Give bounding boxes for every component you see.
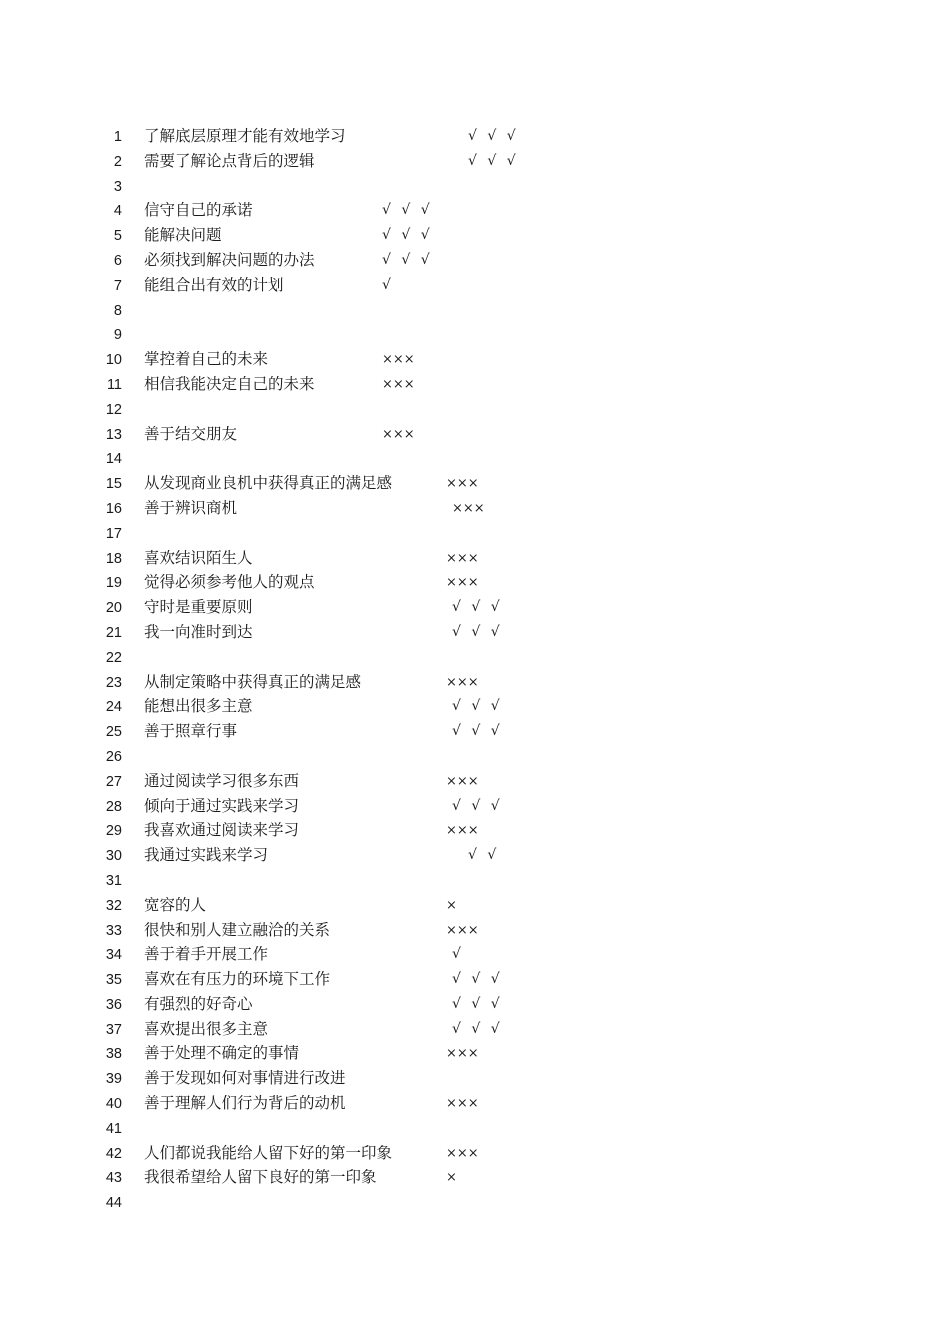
list-row <box>0 1190 950 1215</box>
cross-mark: × <box>446 897 457 913</box>
statement-text: 善于处理不确定的事情 <box>144 1044 300 1063</box>
statement-text: 善于照章行事 <box>144 722 238 741</box>
list-row <box>0 1165 950 1190</box>
list-row <box>0 992 950 1017</box>
row-number: 8 <box>113 302 122 319</box>
cross-mark: ××× <box>446 575 479 591</box>
row-number: 41 <box>105 1120 122 1137</box>
statement-text: 喜欢提出很多主意 <box>144 1019 269 1038</box>
statement-text: 信守自己的承诺 <box>144 201 253 220</box>
check-mark: √ √ √ <box>468 128 519 144</box>
list-row <box>0 347 950 372</box>
row-number: 28 <box>105 798 122 815</box>
row-number: 4 <box>113 203 122 220</box>
row-number: 44 <box>105 1195 122 1212</box>
statement-text: 倾向于通过实践来学习 <box>144 796 300 815</box>
statement-text: 了解底层原理才能有效地学习 <box>144 127 346 145</box>
statement-text: 觉得必须参考他人的观点 <box>144 573 315 592</box>
list-row <box>0 471 950 496</box>
row-number: 14 <box>105 451 122 468</box>
cross-mark: ××× <box>446 773 479 789</box>
row-number: 38 <box>105 1046 122 1063</box>
check-mark: √ √ √ <box>452 623 503 640</box>
row-number: 3 <box>113 178 122 195</box>
list-row <box>0 918 950 943</box>
statement-text: 喜欢在有压力的环境下工作 <box>144 970 331 989</box>
row-number: 9 <box>113 327 122 344</box>
check-mark: √ √ √ <box>382 251 433 268</box>
check-mark: √ √ √ <box>452 723 503 740</box>
list-row <box>0 446 950 471</box>
list-row <box>0 794 950 819</box>
row-number: 7 <box>113 277 122 294</box>
list-row <box>0 645 950 670</box>
statement-text: 需要了解论点背后的逻辑 <box>144 151 315 170</box>
row-number: 20 <box>105 600 122 617</box>
statement-text: 能想出很多主意 <box>144 697 253 716</box>
cross-mark: ××× <box>446 1096 479 1112</box>
row-number: 34 <box>105 947 122 964</box>
cross-mark: ××× <box>382 426 415 442</box>
list-row <box>0 273 950 298</box>
list-row <box>0 1141 950 1166</box>
statement-text: 相信我能决定自己的未来 <box>144 374 315 393</box>
list-row <box>0 174 950 199</box>
statement-text: 善于辨识商机 <box>144 498 238 517</box>
statement-text: 能组合出有效的计划 <box>144 275 284 294</box>
statement-text: 能解决问题 <box>144 226 222 245</box>
check-mark: √ √ <box>468 847 500 864</box>
check-mark: √ <box>452 946 464 963</box>
row-number: 36 <box>105 996 122 1013</box>
cross-mark: ××× <box>446 674 479 690</box>
list-row <box>0 719 950 744</box>
statement-text: 必须找到解决问题的办法 <box>144 250 315 269</box>
cross-mark: ××× <box>452 500 485 516</box>
list-row <box>0 744 950 769</box>
row-number: 23 <box>105 674 122 691</box>
statement-text: 善于发现如何对事情进行改进 <box>144 1069 346 1088</box>
check-mark: √ √ √ <box>452 1020 503 1037</box>
row-number: 25 <box>105 724 122 741</box>
list-row <box>0 372 950 397</box>
row-number: 32 <box>105 897 122 914</box>
list-row <box>0 1116 950 1141</box>
row-number: 26 <box>105 748 122 765</box>
row-number: 11 <box>106 376 122 393</box>
check-mark: √ √ √ <box>452 995 503 1012</box>
cross-mark: ××× <box>446 550 479 566</box>
statement-text: 喜欢结识陌生人 <box>144 548 253 567</box>
row-number: 29 <box>105 823 122 840</box>
list-row <box>0 124 950 149</box>
list-row <box>0 942 950 967</box>
list-row <box>0 570 950 595</box>
list-row <box>0 248 950 273</box>
row-number: 16 <box>105 500 122 517</box>
statement-text: 我很希望给人留下良好的第一印象 <box>144 1168 377 1187</box>
row-number: 35 <box>105 972 122 989</box>
statement-text: 守时是重要原则 <box>144 598 253 617</box>
row-number: 19 <box>105 575 122 592</box>
row-number: 40 <box>105 1096 122 1113</box>
row-number: 42 <box>105 1145 122 1162</box>
row-number: 24 <box>105 699 122 716</box>
list-row <box>0 149 950 174</box>
cross-mark: ××× <box>446 476 479 492</box>
row-number: 30 <box>105 848 122 865</box>
cross-mark: ××× <box>446 922 479 938</box>
checklist-sheet <box>0 124 950 1215</box>
cross-mark: × <box>446 1170 457 1186</box>
list-row <box>0 620 950 645</box>
statement-text: 从发现商业良机中获得真正的满足感 <box>144 474 393 493</box>
row-number: 33 <box>105 922 122 939</box>
list-row <box>0 595 950 620</box>
list-row <box>0 546 950 571</box>
list-row <box>0 670 950 695</box>
row-number: 17 <box>105 525 122 542</box>
statement-text: 宽容的人 <box>144 895 207 914</box>
cross-mark: ××× <box>446 1046 479 1062</box>
row-number: 43 <box>105 1170 122 1187</box>
check-mark: √ √ √ <box>382 227 433 244</box>
check-mark: √ √ √ <box>468 152 519 169</box>
row-number: 10 <box>105 352 122 369</box>
check-mark: √ √ √ <box>382 202 433 219</box>
check-mark: √ √ √ <box>452 599 503 616</box>
statement-text: 我一向准时到达 <box>144 622 253 641</box>
statement-text: 很快和别人建立融洽的关系 <box>144 920 331 939</box>
cross-mark: ××× <box>446 823 479 839</box>
row-number: 6 <box>113 252 122 269</box>
list-row <box>0 694 950 719</box>
row-number: 5 <box>113 228 122 245</box>
statement-text: 有强烈的好奇心 <box>144 994 253 1013</box>
cross-mark: ××× <box>382 376 415 392</box>
statement-text: 人们都说我能给人留下好的第一印象 <box>144 1143 393 1162</box>
row-number: 13 <box>105 426 122 443</box>
list-row <box>0 298 950 323</box>
statement-text: 从制定策略中获得真正的满足感 <box>144 672 362 691</box>
check-mark: √ √ √ <box>452 971 503 988</box>
statement-text: 善于结交朋友 <box>144 424 238 443</box>
cross-mark: ××× <box>446 1145 479 1161</box>
row-number: 21 <box>105 624 122 641</box>
list-row <box>0 1017 950 1042</box>
list-row <box>0 967 950 992</box>
list-row <box>0 868 950 893</box>
list-row <box>0 223 950 248</box>
list-row <box>0 521 950 546</box>
row-number: 15 <box>105 476 122 493</box>
statement-text: 通过阅读学习很多东西 <box>144 771 300 790</box>
statement-text: 我喜欢通过阅读来学习 <box>144 821 300 840</box>
row-number: 31 <box>105 872 122 889</box>
list-row <box>0 1041 950 1066</box>
list-row <box>0 397 950 422</box>
list-row <box>0 818 950 843</box>
cross-mark: ××× <box>382 352 415 368</box>
row-number: 37 <box>105 1021 122 1038</box>
row-number: 27 <box>105 773 122 790</box>
row-number: 12 <box>105 401 122 418</box>
check-mark: √ <box>382 276 394 293</box>
list-row <box>0 1066 950 1091</box>
statement-text: 掌控着自己的未来 <box>144 350 269 369</box>
row-number: 2 <box>113 153 122 170</box>
list-row <box>0 843 950 868</box>
list-row <box>0 893 950 918</box>
statement-text: 善于着手开展工作 <box>144 945 269 964</box>
row-number: 22 <box>105 649 122 666</box>
list-row <box>0 422 950 447</box>
list-row <box>0 322 950 347</box>
list-row <box>0 496 950 521</box>
check-mark: √ √ √ <box>452 797 503 814</box>
row-number: 18 <box>105 550 122 567</box>
row-number: 39 <box>105 1071 122 1088</box>
check-mark: √ √ √ <box>452 698 503 715</box>
list-row <box>0 198 950 223</box>
statement-text: 善于理解人们行为背后的动机 <box>144 1094 346 1113</box>
list-row <box>0 769 950 794</box>
list-row <box>0 1091 950 1116</box>
row-number: 1 <box>113 129 122 145</box>
statement-text: 我通过实践来学习 <box>144 846 269 865</box>
